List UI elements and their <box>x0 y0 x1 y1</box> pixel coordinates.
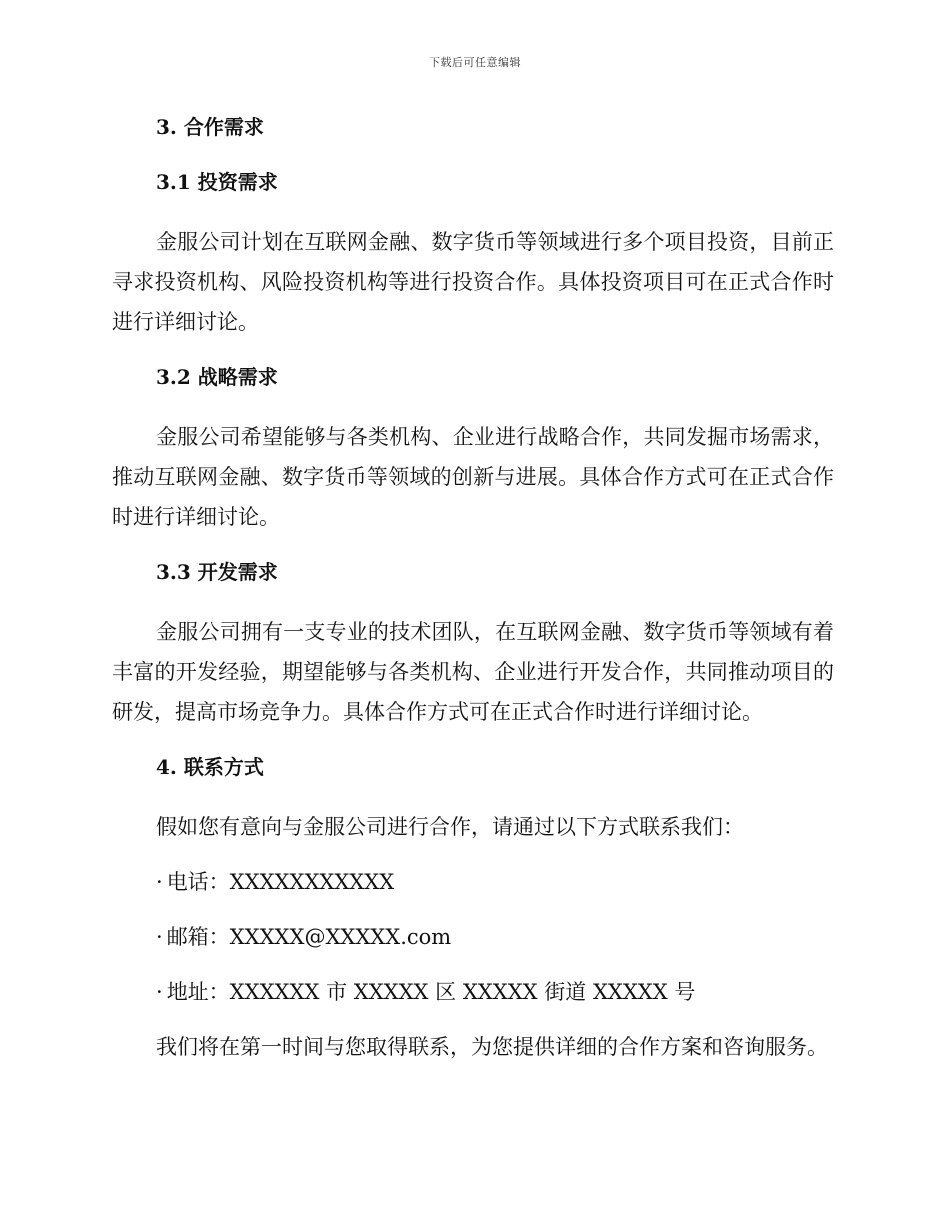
section-heading-cooperation-needs: 3. 合作需求 <box>156 115 264 139</box>
contact-email-text: 邮箱：XXXXX@XXXXX.com <box>166 925 452 949</box>
section-heading-investment-needs: 3.1 投资需求 <box>156 170 278 194</box>
section-heading-strategic-needs: 3.2 战略需求 <box>156 365 278 389</box>
bullet-icon: · <box>156 980 163 1004</box>
paragraph-investment-needs: 金服公司计划在互联网金融、数字货币等领域进行多个项目投资，目前正寻求投资机构、风险投资机构等进行投资合作。具体投资项目可在正式合作时进行详细讨论。 <box>112 230 834 334</box>
bullet-icon: · <box>156 925 163 949</box>
contact-phone <box>112 862 834 902</box>
bullet-icon: · <box>156 870 163 894</box>
paragraph-strategic-needs: 金服公司希望能够与各类机构、企业进行战略合作，共同发掘市场需求，推动互联网金融、数字货币等领域的创新与进展。具体合作方式可在正式合作时进行详细讨论。 <box>112 425 834 529</box>
paragraph-contact-intro: 假如您有意向与金服公司进行合作，请通过以下方式联系我们： <box>156 815 744 839</box>
contact-address-text: 地址：XXXXXX 市 XXXXX 区 XXXXX 街道 XXXXX 号 <box>166 980 696 1004</box>
contact-phone-text: 电话：XXXXXXXXXXX <box>166 870 395 894</box>
section-heading-development-needs: 3.3 开发需求 <box>156 560 278 584</box>
contact-address <box>112 972 834 1012</box>
document-body <box>112 112 834 1067</box>
page-header-note: 下载后可任意编辑 <box>429 56 521 69</box>
paragraph-closing: 我们将在第一时间与您取得联系，为您提供详细的合作方案和咨询服务。 <box>156 1035 828 1059</box>
contact-email <box>112 917 834 957</box>
section-heading-contact: 4. 联系方式 <box>156 755 264 779</box>
paragraph-development-needs: 金服公司拥有一支专业的技术团队，在互联网金融、数字货币等领域有着丰富的开发经验，期望能够与各类机构、企业进行开发合作，共同推动项目的研发，提高市场竞争力。具体合作方式可在正式合作时进行详细讨论。 <box>112 620 834 724</box>
